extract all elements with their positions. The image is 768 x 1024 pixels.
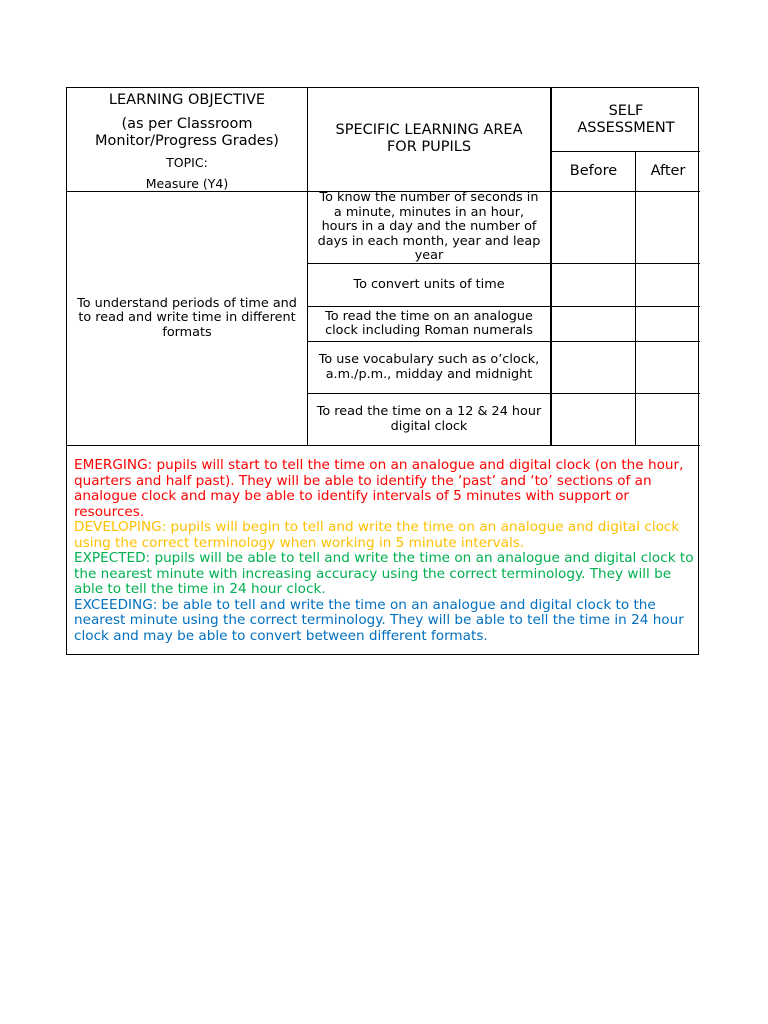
after-check-cell[interactable] bbox=[636, 307, 700, 341]
before-check-cell[interactable] bbox=[552, 342, 635, 393]
objective-subtitle: (as per Classroom Monitor/Progress Grades) bbox=[95, 116, 279, 149]
area-text: To use vocabulary such as o’clock, a.m./p.m., midday and midnight bbox=[318, 352, 540, 382]
after-header bbox=[636, 152, 700, 191]
area-row-5 bbox=[308, 394, 550, 445]
attainment-levels bbox=[74, 458, 696, 644]
area-row-3 bbox=[308, 307, 550, 341]
self-assessment-title: SELF ASSESSMENT bbox=[577, 102, 675, 136]
topic-label: TOPIC: bbox=[166, 155, 208, 170]
after-check-cell[interactable] bbox=[636, 264, 700, 306]
before-check-cell[interactable] bbox=[552, 394, 635, 445]
after-check-cell[interactable] bbox=[636, 342, 700, 393]
before-check-cell[interactable] bbox=[552, 307, 635, 341]
before-check-cell[interactable] bbox=[552, 264, 635, 306]
objective-text: To understand periods of time and to read and write time in different formats bbox=[77, 295, 297, 340]
after-label: After bbox=[650, 163, 686, 179]
area-title: SPECIFIC LEARNING AREA FOR PUPILS bbox=[335, 121, 523, 155]
area-text: To convert units of time bbox=[353, 276, 505, 292]
area-text: To read the time on a 12 & 24 hour digital clock bbox=[316, 404, 542, 434]
emerging-text: EMERGING: pupils will start to tell the time on an analogue and digital clock (on the hour, quarters and half past). They will be able to identify the ‘past’ and ‘to’ sections of an analogue clock and may be able to identify intervals of 5 minutes with support or resources. bbox=[74, 457, 684, 520]
objective-title: LEARNING OBJECTIVE bbox=[108, 92, 266, 108]
before-label: Before bbox=[569, 163, 618, 179]
before-check-cell[interactable] bbox=[552, 192, 635, 263]
area-row-2 bbox=[308, 264, 550, 306]
developing-text: DEVELOPING: pupils will begin to tell and write the time on an analogue and digital clock using the correct terminology when working in 5 minute intervals. bbox=[74, 519, 680, 551]
learning-objective-table bbox=[66, 87, 699, 655]
area-header bbox=[308, 88, 550, 191]
expected-text: EXPECTED: pupils will be able to tell and write the time on an analogue and digital clock to the nearest minute with increasing accuracy using the correct terminology. They will be able to tell the time in 24 hour clock. bbox=[74, 550, 694, 597]
exceeding-text: EXCEEDING: be able to tell and write the time on an analogue and digital clock to the nearest minute using the correct terminology. They will be able to tell the time in 24 hour clock and may be able to convert between different formats. bbox=[74, 596, 684, 644]
after-check-cell[interactable] bbox=[636, 192, 700, 263]
area-row-4 bbox=[308, 342, 550, 393]
self-assessment-header bbox=[552, 88, 700, 151]
area-text: To know the number of seconds in a minute, minutes in an hour, hours in a day and the number of days in each month, year and leap year bbox=[317, 190, 541, 264]
before-header bbox=[552, 152, 635, 191]
objective-header bbox=[67, 88, 307, 191]
topic-value: Measure (Y4) bbox=[145, 176, 229, 191]
divider bbox=[67, 445, 700, 446]
after-check-cell[interactable] bbox=[636, 394, 700, 445]
objective-cell bbox=[67, 192, 307, 445]
area-row-1 bbox=[308, 192, 550, 263]
area-text: To read the time on an analogue clock including Roman numerals bbox=[325, 308, 533, 338]
